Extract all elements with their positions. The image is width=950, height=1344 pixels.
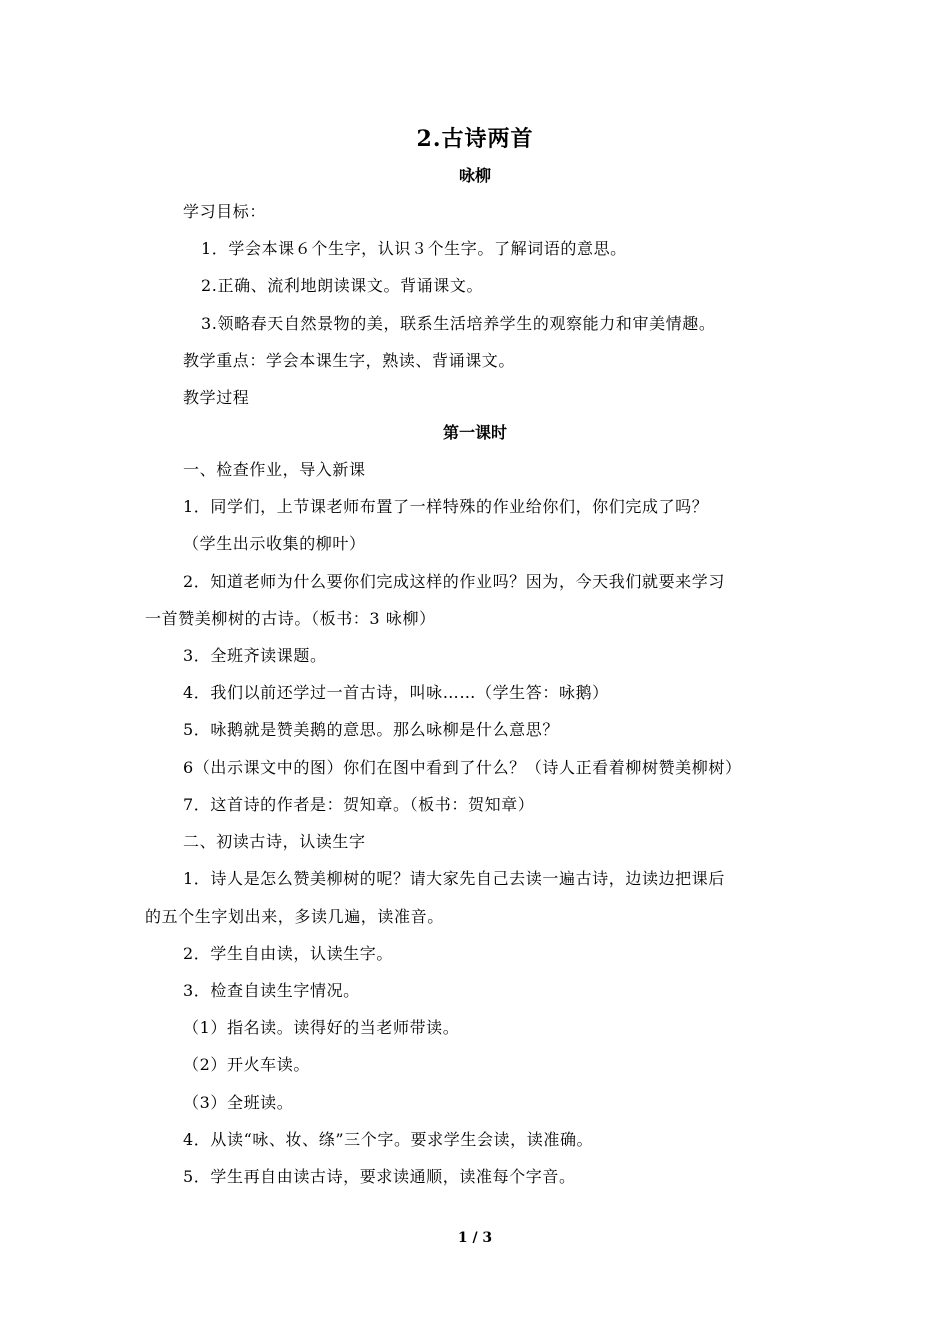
poem-title: 咏柳: [458, 166, 491, 185]
body-line: 7．这首诗的作者是：贺知章。（板书：贺知章）: [183, 795, 535, 814]
body-line: 1．诗人是怎么赞美柳树的呢？请大家先自己去读一遍古诗，边读边把课后: [183, 869, 725, 888]
teaching-process-heading: 教学过程: [183, 388, 250, 407]
learning-goals-heading: 学习目标：: [183, 202, 267, 221]
body-line: 2．学生自由读，认读生字。: [183, 944, 393, 963]
body-line: 的五个生字划出来，多读几遍，读准音。: [145, 907, 444, 926]
page-number: 1 / 3: [457, 1230, 493, 1246]
body-line: 2．知道老师为什么要你们完成这样的作业吗？因为，今天我们就要来学习: [183, 572, 725, 591]
goal-item-3: 3.领略春天自然景物的美，联系生活培养学生的观察能力和审美情趣。: [201, 314, 716, 333]
goal-item-1: 1．学会本课６个生字，认识３个生字。了解词语的意思。: [201, 239, 627, 258]
body-line: 1．同学们，上节课老师布置了一样特殊的作业给你们，你们完成了吗？: [183, 497, 709, 516]
document-title: 2.古诗两首: [416, 126, 534, 152]
teaching-focus: 教学重点：学会本课生字，熟读、背诵课文。: [183, 351, 516, 370]
body-line: （1）指名读。读得好的当老师带读。: [183, 1018, 460, 1037]
goal-item-2: 2.正确、流利地朗读课文。背诵课文。: [201, 276, 484, 295]
body-line: 3．检查自读生字情况。: [183, 981, 360, 1000]
body-line: 3．全班齐读课题。: [183, 646, 327, 665]
body-line: 6（出示课文中的图）你们在图中看到了什么？（诗人正看着柳树赞美柳树）: [183, 758, 742, 777]
body-line: 一、检查作业，导入新课: [183, 460, 366, 479]
body-line: 4．从读“咏、妆、绦”三个字。要求学生会读，读准确。: [183, 1130, 594, 1149]
body-line: （学生出示收集的柳叶）: [183, 534, 366, 553]
body-line: 5．学生再自由读古诗，要求读通顺，读准每个字音。: [183, 1167, 576, 1186]
body-line: 5．咏鹅就是赞美鹅的意思。那么咏柳是什么意思？: [183, 720, 559, 739]
body-line: 二、初读古诗，认读生字: [183, 832, 366, 851]
body-line: 4．我们以前还学过一首古诗，叫咏……（学生答：咏鹅）: [183, 683, 609, 702]
section-title: 第一课时: [442, 423, 507, 442]
body-line: 一首赞美柳树的古诗。（板书：3 咏柳）: [145, 609, 436, 628]
body-line: （3）全班读。: [183, 1093, 294, 1112]
body-line: （2）开火车读。: [183, 1055, 310, 1074]
